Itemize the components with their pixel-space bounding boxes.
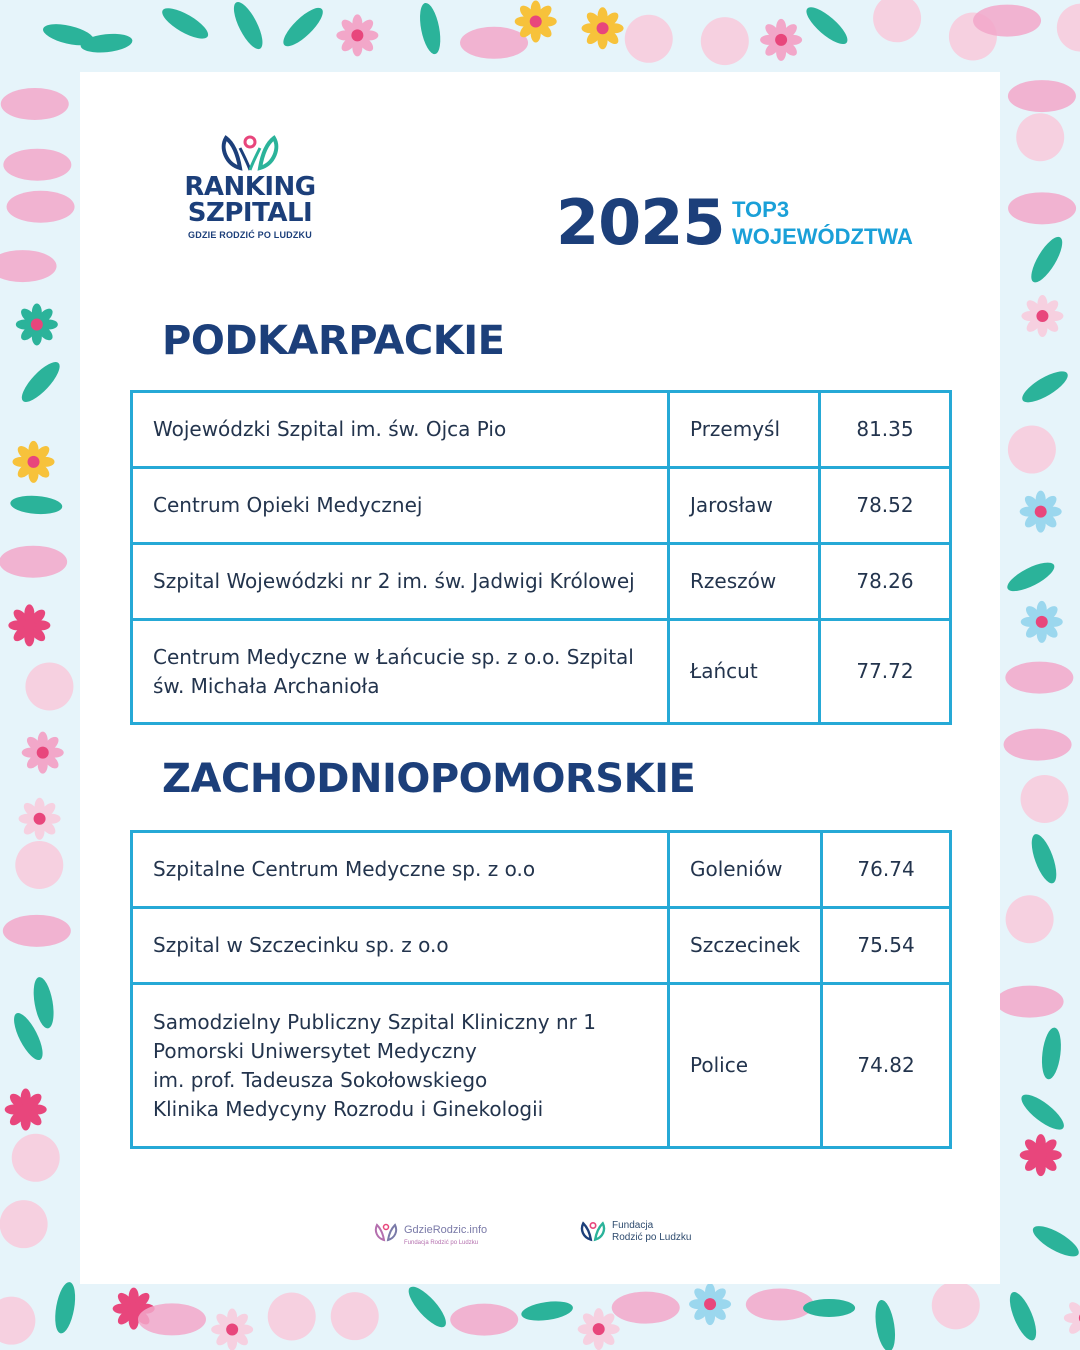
leaf <box>801 2 852 50</box>
flower-center <box>1036 616 1048 628</box>
tag-line1: TOP3 <box>732 197 790 222</box>
hospital-city: Jarosław <box>669 468 820 544</box>
leaf <box>1029 1220 1080 1262</box>
leaf <box>1004 557 1059 597</box>
leaf <box>1005 1289 1042 1344</box>
leaf <box>158 3 212 45</box>
blossom <box>15 841 63 889</box>
leaf <box>520 1298 574 1323</box>
pink-petal-shape <box>0 546 67 578</box>
flower-center <box>20 1103 32 1115</box>
flower-center <box>351 29 363 41</box>
leaf <box>803 1299 855 1317</box>
blossom <box>268 1293 316 1341</box>
tag-line2: WOJEWÓDZTWA <box>732 224 913 249</box>
table-row <box>132 468 951 544</box>
pink-petal-shape <box>450 1304 518 1336</box>
region-heading-zachodniopomorskie: ZACHODNIOPOMORSKIE <box>162 756 696 802</box>
hospital-city: Police <box>669 984 822 1148</box>
gdzierodzic-icon <box>374 1223 398 1243</box>
ranking-logo-icon <box>218 134 282 174</box>
hospital-name: Szpital Wojewódzki nr 2 im. św. Jadwigi Królowej <box>132 544 669 620</box>
leaf <box>278 3 328 52</box>
region-heading-podkarpackie: PODKARPACKIE <box>162 318 505 364</box>
flower-center <box>31 318 43 330</box>
hospital-score: 75.54 <box>822 908 951 984</box>
leaf <box>403 1282 451 1333</box>
table-row <box>132 832 951 908</box>
hospital-score: 76.74 <box>822 832 951 908</box>
pink-petal-shape <box>3 149 71 181</box>
logo-tagline: GDZIE RODZIĆ PO LUDZKU <box>188 230 312 240</box>
blossom <box>1008 426 1056 474</box>
hospital-name: Szpital w Szczecinku sp. z o.o <box>132 908 669 984</box>
blossom <box>1006 895 1054 943</box>
gdzierodzic-title: GdzieRodzic.info <box>404 1224 488 1236</box>
flower-center <box>1035 1149 1047 1161</box>
leaf <box>228 0 268 53</box>
leaf <box>872 1299 898 1350</box>
pink-petal-shape <box>1008 192 1076 224</box>
hospital-score: 78.52 <box>820 468 951 544</box>
leaf <box>52 1281 79 1335</box>
blossom <box>12 1134 60 1182</box>
flower-center <box>530 15 542 27</box>
hospital-score: 77.72 <box>820 620 951 724</box>
blossom <box>1021 775 1069 823</box>
leaf <box>30 976 57 1030</box>
flower-center <box>1035 506 1047 518</box>
pink-petal-shape <box>0 250 57 282</box>
hospital-name: Centrum Medyczne w Łańcucie sp. z o.o. Szpital św. Michała Archanioła <box>132 620 669 724</box>
leaf <box>0 0 2 50</box>
ranking-table-zachodniopomorskie <box>130 830 952 1149</box>
leaf <box>16 357 65 407</box>
ranking-szpitali-logo <box>180 134 320 240</box>
flower-center <box>226 1324 238 1336</box>
leaf <box>416 1 444 55</box>
hospital-city: Przemyśl <box>669 392 820 468</box>
flower-center <box>37 747 49 759</box>
pink-petal-shape <box>746 1289 814 1321</box>
blossom <box>932 1281 980 1329</box>
pink-petal-shape <box>1004 729 1072 761</box>
pink-petal-shape <box>7 191 75 223</box>
pink-petal-shape <box>460 27 528 59</box>
blossom <box>701 17 749 65</box>
pink-petal-shape <box>138 1303 206 1335</box>
hospital-city: Rzeszów <box>669 544 820 620</box>
table-row <box>132 544 951 620</box>
ranking-table-podkarpackie <box>130 390 952 725</box>
logo-title-line1: RANKING <box>184 172 316 202</box>
pink-petal-shape <box>1005 662 1073 694</box>
fundacja-logo <box>580 1220 692 1244</box>
blossom <box>0 1297 35 1345</box>
flower-center <box>775 34 787 46</box>
flower-center <box>704 1298 716 1310</box>
top3-tag <box>732 196 913 250</box>
fundacja-line1: Fundacja <box>612 1220 654 1231</box>
fundacja-line2: Rodzić po Ludzku <box>612 1232 692 1243</box>
pink-petal-shape <box>996 986 1064 1018</box>
fundacja-icon <box>580 1221 606 1243</box>
table-row <box>132 908 951 984</box>
hospital-score: 74.82 <box>822 984 951 1148</box>
hospital-score: 81.35 <box>820 392 951 468</box>
leaf <box>1018 366 1072 408</box>
year-heading: 2025 <box>556 186 725 259</box>
hospital-name: Wojewódzki Szpital im. św. Ojca Pio <box>132 392 669 468</box>
logo-title-line2: SZPITALI <box>187 198 313 228</box>
hospital-name: Szpitalne Centrum Medyczne sp. z o.o <box>132 832 669 908</box>
hospital-city: Szczecinek <box>669 908 822 984</box>
pink-petal-shape <box>973 5 1041 37</box>
flower-center <box>593 1323 605 1335</box>
hospital-score: 78.26 <box>820 544 951 620</box>
table-row <box>132 620 951 724</box>
pink-petal-shape <box>1008 80 1076 112</box>
flower-center <box>23 619 35 631</box>
hospital-city: Łańcut <box>669 620 820 724</box>
table-row <box>132 392 951 468</box>
flower-center <box>34 813 46 825</box>
flower-center <box>597 22 609 34</box>
flower-center <box>128 1303 140 1315</box>
blossom <box>625 15 673 63</box>
pink-petal-shape <box>612 1292 680 1324</box>
hospital-name: Centrum Opieki Medycznej <box>132 468 669 544</box>
blossom <box>1057 4 1080 52</box>
leaf <box>1017 1089 1069 1135</box>
leaf <box>1039 1027 1063 1081</box>
ranking-card <box>80 72 1000 1284</box>
gdzierodzic-logo <box>374 1220 487 1246</box>
hospital-name: Samodzielny Publiczny Szpital Kliniczny nr 1 Pomorski Uniwersytet Medyczny im. prof. Tadeusza Sokołowskiego Klinika Medycyny Rozrodu i Ginekologii <box>132 984 669 1148</box>
blossom <box>873 0 921 42</box>
blossom <box>1016 113 1064 161</box>
blossom <box>25 662 73 710</box>
flower-center <box>28 456 40 468</box>
gdzierodzic-subtitle: Fundacja Rodzić po Ludzku <box>404 1240 479 1246</box>
hospital-city: Goleniów <box>669 832 822 908</box>
flower-center <box>1036 310 1048 322</box>
leaf <box>1026 233 1068 287</box>
leaf <box>1027 831 1062 886</box>
pink-petal-shape <box>1 88 69 120</box>
blossom <box>0 1200 48 1248</box>
leaf <box>10 494 63 516</box>
pink-petal-shape <box>3 915 71 947</box>
table-row <box>132 984 951 1148</box>
blossom <box>331 1292 379 1340</box>
